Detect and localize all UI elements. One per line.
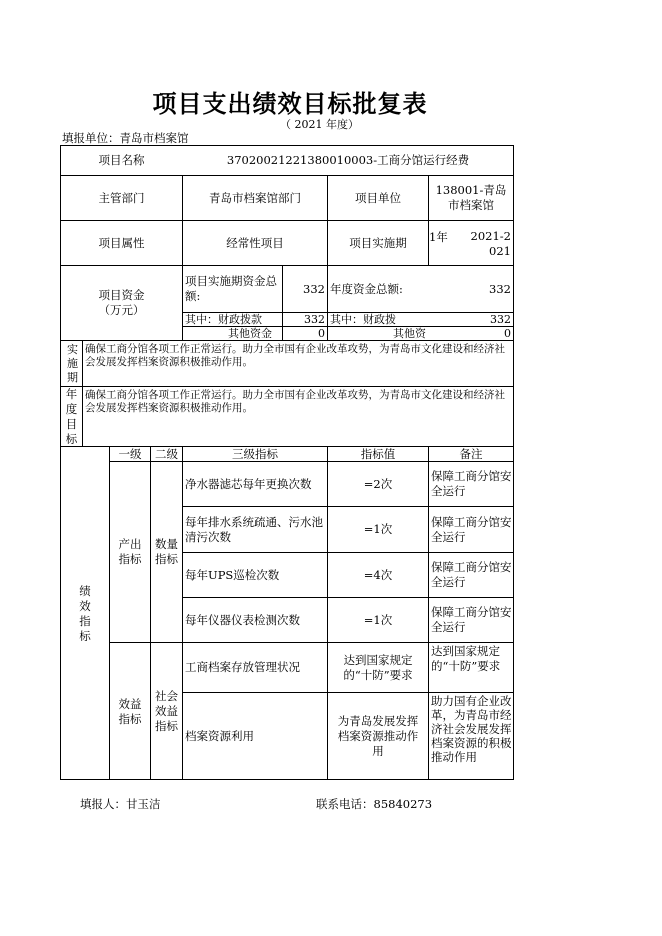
- year-subtitle: （ 2021 年度）: [280, 118, 359, 131]
- indicator-value: =2次: [363, 476, 393, 491]
- period-goal-text: 确保工商分馆各项工作正常运行。助力全市国有企业改革攻势，为青岛市文化建设和经济社会发展发挥档案资源积极推动作用。: [85, 343, 505, 368]
- impl-other-label: 其他资金: [228, 327, 272, 340]
- dept-value: 青岛市档案馆部门: [209, 190, 301, 205]
- year-total-value: 332: [489, 281, 511, 296]
- impl-total-value: 332: [303, 281, 325, 296]
- quantity-label-wrap: [151, 462, 182, 642]
- benefit-label-wrap: [110, 643, 150, 780]
- indicator-name: 每年排水系统疏通、污水池清污次数: [185, 514, 323, 544]
- col-note: 备注: [459, 447, 483, 461]
- indicator-note: 达到国家规定的“十防”要求: [431, 644, 501, 673]
- impl-fiscal-label: 其中：财政拨款: [185, 313, 262, 326]
- output-label-wrap: [110, 462, 150, 642]
- social-label-wrap: [151, 643, 182, 780]
- period-goal-label: 实施期: [67, 342, 78, 384]
- impl-total-label: 项目实施期资金总额:: [185, 274, 277, 303]
- indicator-value: 达到国家规定的“十防”要求: [343, 652, 413, 682]
- output-label: 产出指标: [118, 537, 142, 566]
- indicator-name: 档案资源利用: [185, 729, 254, 743]
- indicator-note: 保障工商分馆安全运行: [431, 605, 512, 634]
- attr-value: 经常性项目: [226, 235, 284, 250]
- col-level1: 一级: [118, 447, 142, 461]
- period-value-b: 2021-2021: [470, 229, 511, 258]
- impl-fiscal-value: 332: [304, 313, 325, 326]
- indicator-note: 保障工商分馆安全运行: [431, 514, 512, 544]
- indicator-note: 保障工商分馆安全运行: [431, 560, 512, 589]
- indicator-value: 为青岛发展发挥档案资源推动作用: [337, 714, 419, 758]
- project-name-label: 项目名称: [98, 153, 145, 167]
- indicator-name: 每年UPS巡检次数: [185, 567, 280, 582]
- filler-name: 填报人：甘玉洁: [80, 797, 161, 811]
- project-name-value: 37020021221380010003-工商分馆运行经费: [226, 153, 470, 167]
- col-level3: 三级指标: [232, 447, 278, 461]
- funds-label: 项目资金（万元）: [98, 288, 145, 317]
- annual-goal-text: 确保工商分馆各项工作正常运行。助力全市国有企业改革攻势，为青岛市文化建设和经济社会发展发挥档案资源积极推动作用。: [85, 389, 505, 414]
- indicator-note: 助力国有企业改革，为青岛市经济社会发展发挥档案资源的积极推动作用: [431, 694, 512, 764]
- indicators-section-wrap: [61, 447, 109, 780]
- unit-value: 138001-青岛市档案馆: [435, 183, 507, 212]
- unit-label: 项目单位: [355, 190, 401, 205]
- indicator-name: 净水器滤芯每年更换次数: [185, 476, 312, 491]
- period-value-a: 1年: [429, 230, 448, 244]
- annual-goal-label-wrap: [61, 387, 82, 446]
- year-total-label: 年度资金总额:: [330, 281, 403, 296]
- reporting-unit: 填报单位：青岛市档案馆: [62, 131, 189, 145]
- attr-label: 项目属性: [98, 235, 145, 250]
- year-fiscal-value: 332: [490, 313, 511, 326]
- quantity-label: 数量指标: [155, 537, 178, 566]
- page-title: 项目支出绩效目标批复表: [152, 90, 428, 118]
- social-label: 社会效益指标: [155, 689, 178, 733]
- impl-other-value: 0: [318, 327, 325, 340]
- indicator-value: =1次: [363, 612, 393, 627]
- indicator-note: 保障工商分馆安全运行: [431, 469, 512, 498]
- indicators-section-label: 绩效指标: [79, 583, 91, 643]
- contact-phone: 联系电话：85840273: [316, 797, 433, 811]
- dept-label: 主管部门: [98, 190, 145, 205]
- period-label: 项目实施期: [349, 235, 407, 250]
- indicator-value: =4次: [363, 567, 393, 582]
- indicator-name: 每年仪器仪表检测次数: [185, 612, 300, 627]
- col-value: 指标值: [360, 447, 396, 461]
- indicator-name: 工商档案存放管理状况: [185, 660, 300, 674]
- year-other-value: 0: [504, 327, 511, 340]
- indicator-value: =1次: [363, 522, 393, 536]
- year-other-label: 其他资: [393, 327, 426, 340]
- annual-goal-label: 年度目标: [65, 387, 78, 446]
- col-level2: 二级: [155, 447, 178, 461]
- benefit-label: 效益指标: [118, 696, 142, 726]
- year-fiscal-label: 其中：财政拨: [330, 313, 396, 326]
